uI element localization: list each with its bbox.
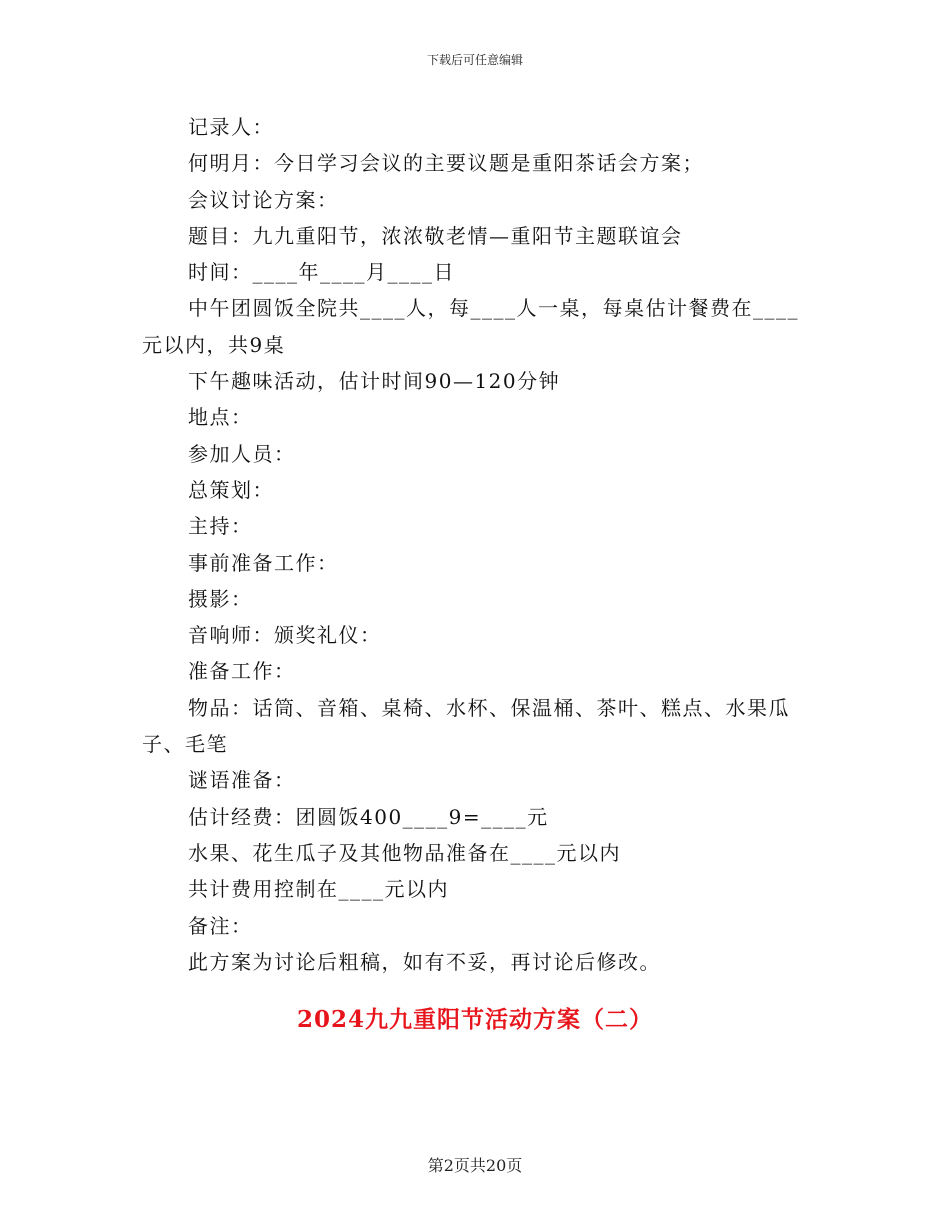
- remarks-line: 备注：: [188, 913, 253, 938]
- photography-line: 摄影：: [188, 586, 253, 611]
- draft-note-line: 此方案为讨论后粗稿，如有不妥，再讨论后修改。: [188, 949, 661, 974]
- location-line: 地点：: [188, 405, 253, 430]
- event-title-line: 题目：九九重阳节，浓浓敬老情—重阳节主题联谊会: [188, 223, 683, 248]
- page-header-note: 下载后可任意编辑: [426, 53, 523, 67]
- total-budget-line: 共计费用控制在____元以内: [188, 877, 449, 902]
- page-number-footer: 第2页共20页: [427, 1156, 523, 1175]
- budget-estimate-line: 估计经费：团圆饭400____9=____元: [188, 804, 549, 829]
- riddles-line: 谜语准备：: [188, 768, 296, 793]
- host-line: 主持：: [188, 514, 253, 539]
- snacks-budget-line: 水果、花生瓜子及其他物品准备在____元以内: [188, 840, 621, 865]
- section-title: 2024九九重阳节活动方案（二）: [296, 1006, 653, 1033]
- participants-line: 参加人员：: [188, 441, 296, 466]
- meeting-topic-line: 何明月：今日学习会议的主要议题是重阳茶话会方案；: [188, 151, 704, 176]
- discussion-plan-heading: 会议讨论方案：: [188, 187, 339, 212]
- afternoon-activity-line: 下午趣味活动，估计时间90—120分钟: [188, 369, 561, 394]
- chief-planner-line: 总策划：: [188, 477, 274, 502]
- recorder-line: 记录人：: [188, 115, 274, 139]
- preparation-work-line: 准备工作：: [188, 659, 296, 684]
- sound-and-awards-line: 音响师：颁奖礼仪：: [188, 623, 382, 648]
- lunch-arrangement-paragraph: 中午团圆饭全院共____人，每____人一桌，每桌估计餐费在____元以内，共9桌: [142, 296, 799, 357]
- supplies-paragraph: 物品：话筒、音箱、桌椅、水杯、保温桶、茶叶、糕点、水果瓜子、毛笔: [142, 695, 790, 757]
- advance-preparation-line: 事前准备工作：: [188, 550, 339, 575]
- event-time-line: 时间：____年____月____日: [188, 260, 455, 285]
- document-body: [142, 109, 802, 980]
